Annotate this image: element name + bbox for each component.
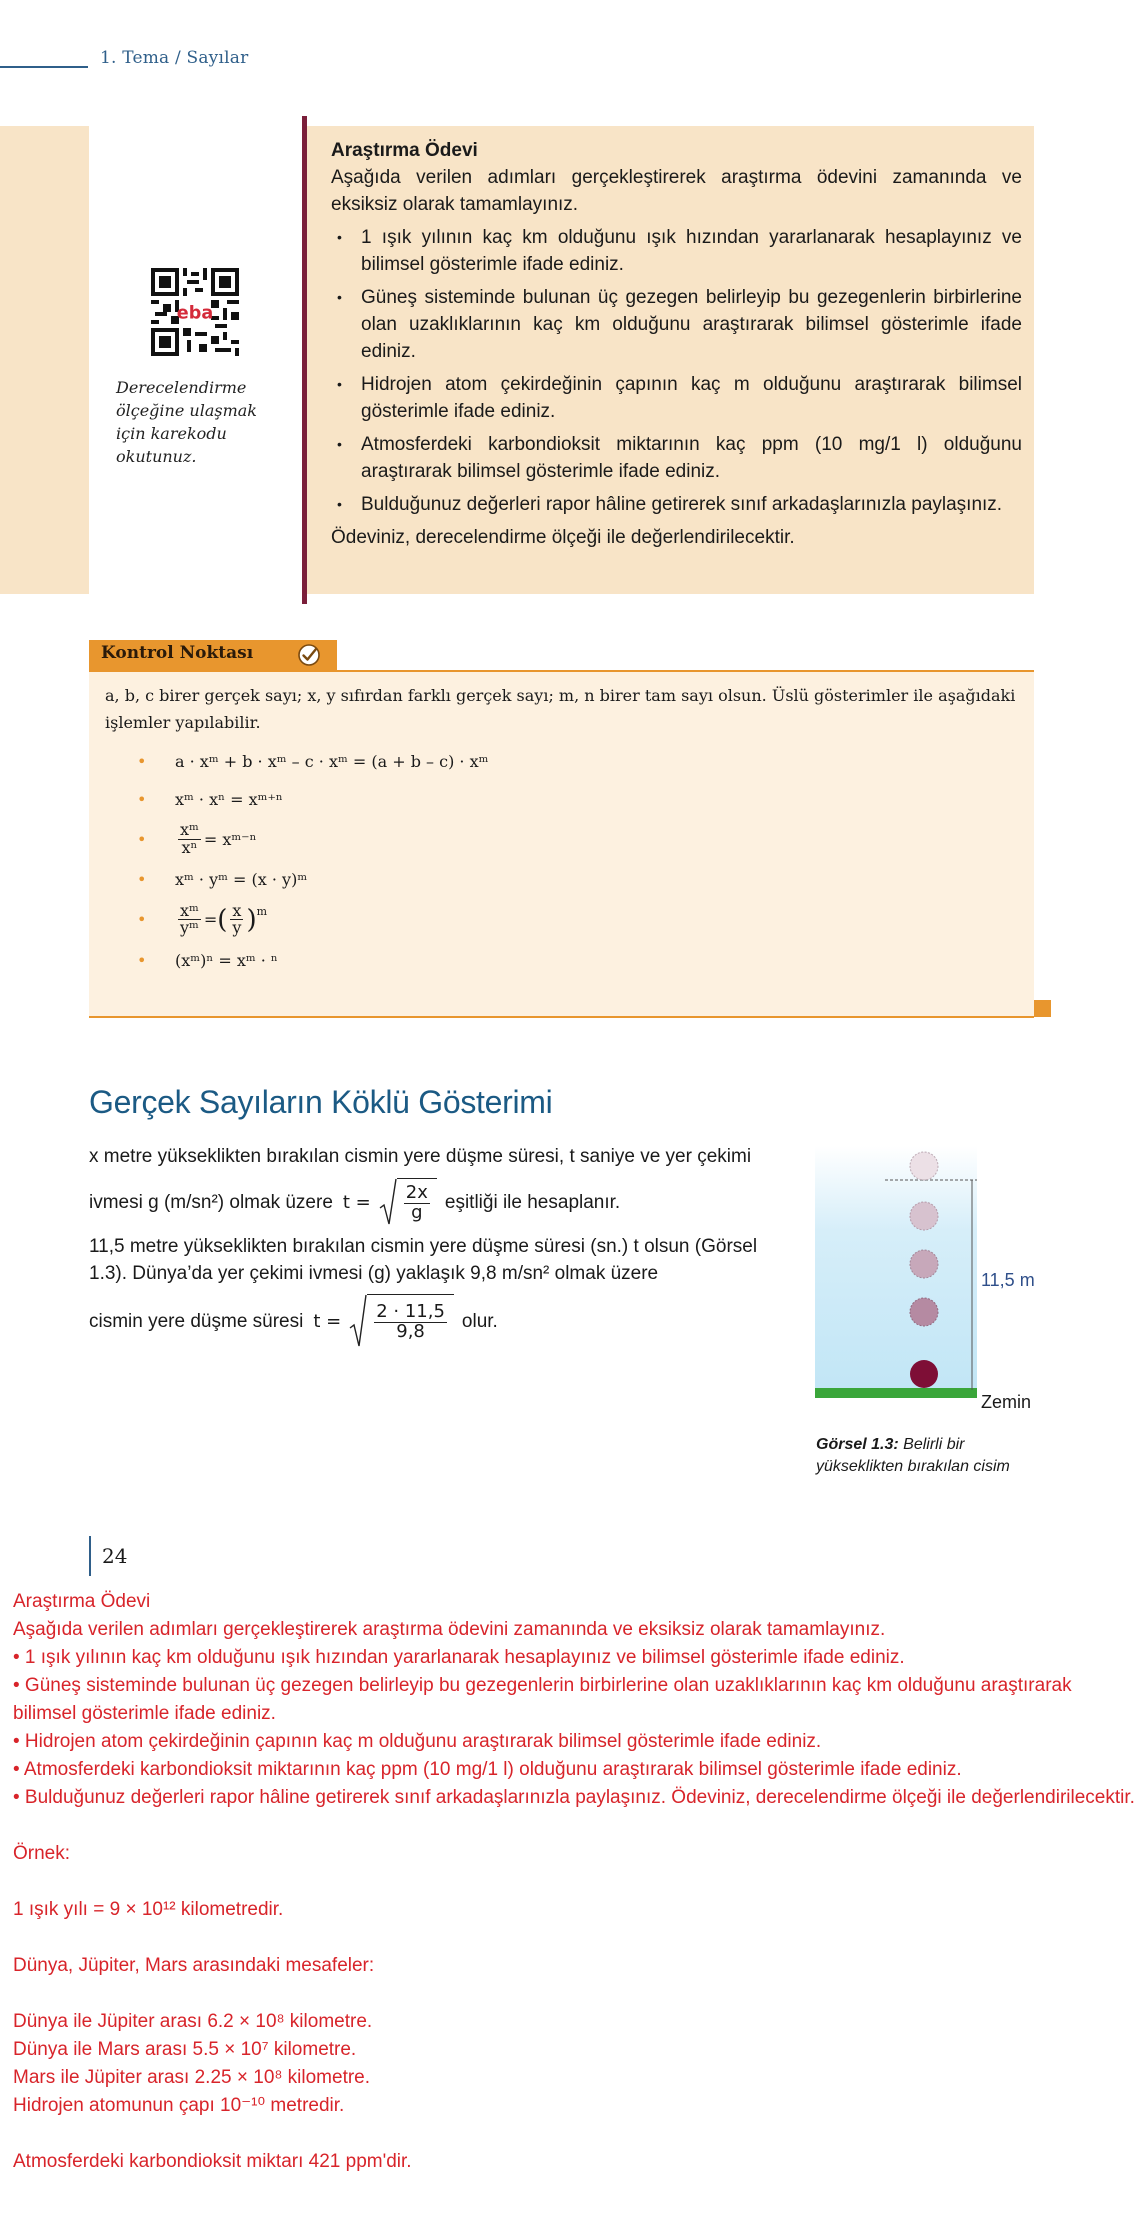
paragraph-text: cismin yere düşme süresi [89, 1310, 304, 1332]
text-line [13, 1980, 1138, 2008]
exponent-rule [105, 900, 1020, 938]
close-paren: ) [246, 904, 257, 935]
open-paren: ( [217, 904, 228, 935]
ground-strip [815, 1388, 977, 1398]
text-line: 1 ışık yılı = 9 × 10¹² kilometredir. [13, 1899, 284, 1920]
fraction-numerator: x [232, 900, 242, 920]
text-line [13, 1812, 1138, 1840]
text-line: Mars ile Jüpiter arası 2.25 × 10⁸ kilometre. [13, 2067, 371, 2088]
fraction-denominator: g [411, 1202, 423, 1223]
ground-label: Zemin [981, 1392, 1032, 1408]
page-number-rule [89, 1536, 91, 1576]
exponent: m [256, 904, 268, 918]
fraction-numerator: 2x [405, 1182, 428, 1204]
rule-text: = [203, 910, 218, 930]
formula-lhs: t = [313, 1310, 342, 1332]
radical-sign-icon [349, 1294, 367, 1348]
text-line: Aşağıda verilen adımları gerçekleştirerek araştırma ödevini zamanında ve eksiksiz olarak tamamlayınız. [13, 1619, 886, 1640]
rule-text: • xᵐ · xⁿ = xᵐ⁺ⁿ [175, 789, 283, 809]
fraction [230, 900, 243, 938]
fraction [404, 1184, 430, 1223]
ball-position [910, 1250, 938, 1278]
paragraph-text: eşitliği ile hesaplanır. [444, 1191, 621, 1213]
radicand [367, 1294, 454, 1348]
research-item: • Güneş sisteminde bulunan üç gezegen belirleyip bu gezegenlerin birbirlerine olan uzaklıklarının kaç km olduğunu araştırarak bilimsel gösterimle ifade ediniz. [331, 284, 1022, 365]
text-line: Atmosferdeki karbondioksit miktarı 421 ppm'dir. [13, 2151, 412, 2172]
fraction-numerator: • xᵐ [180, 820, 199, 839]
ball-position [910, 1298, 938, 1326]
text-line: Dünya ile Mars arası 5.5 × 10⁷ kilometre. [13, 2039, 357, 2060]
rule-text: = xᵐ⁻ⁿ [203, 829, 257, 849]
rule-text: • a · xᵐ + b · xᵐ – c · xᵐ = (a + b – c) · xᵐ [175, 751, 489, 771]
fraction-denominator: yᵐ [180, 918, 199, 938]
research-title: Araştırma Ödevi [331, 140, 478, 161]
control-point-tab [89, 640, 337, 670]
paragraph: x metre yükseklikten bırakılan cismin yere düşme süresi, t saniye ve yer çekimi [89, 1146, 752, 1167]
figure-caption [816, 1434, 1016, 1478]
section-title: Gerçek Sayıların Köklü Gösterimi [89, 1084, 553, 1120]
text-line: Örnek: [13, 1843, 71, 1864]
exponent-rule [105, 865, 1020, 895]
figure-caption-text: Belirli bir yükseklikten bırakılan cisim [816, 1436, 1010, 1475]
ball-final [910, 1360, 938, 1388]
eba-logo: eba [176, 303, 214, 324]
control-point-title: Kontrol Noktası [101, 643, 254, 663]
radical-sign-icon [379, 1178, 397, 1226]
research-outro: Ödeviniz, derecelendirme ölçeği ile değerlendirilecektir. [331, 527, 795, 548]
figure-caption-label: Görsel 1.3: [816, 1436, 899, 1453]
left-margin-panel [0, 126, 89, 594]
fraction-numerator: • xᵐ [180, 900, 199, 920]
research-intro: Aşağıda verilen adımları gerçekleştirerek araştırma ödevini zamanında ve eksiksiz olarak tamamlayınız. [331, 167, 1022, 215]
text-line: Araştırma Ödevi [13, 1591, 151, 1612]
square-root [379, 1178, 437, 1226]
radicand [397, 1178, 437, 1226]
fraction-denominator: 9,8 [396, 1321, 425, 1342]
qr-code-pattern [151, 268, 239, 356]
ball-position [910, 1202, 938, 1230]
exponent-rules-list [105, 746, 1020, 975]
qr-code[interactable] [151, 268, 239, 356]
fraction [374, 1303, 447, 1342]
text-line: Dünya ile Jüpiter arası 6.2 × 10⁸ kilometre. [13, 2011, 373, 2032]
paragraph-text: olur. [461, 1310, 498, 1332]
research-list [331, 224, 1022, 518]
check-circle-icon [297, 643, 321, 667]
formula-lhs: t = [342, 1191, 371, 1213]
corner-marker [1034, 1000, 1051, 1017]
control-point-box [89, 670, 1034, 1018]
research-item: • 1 ışık yılının kaç km olduğunu ışık hızından yararlanarak hesaplayınız ve bilimsel gösterimle ifade ediniz. [331, 224, 1022, 278]
header-rule [0, 66, 88, 68]
sky-background [815, 1146, 977, 1388]
paragraph: 11,5 metre yükseklikten bırakılan cismin yere düşme süresi (sn.) t olsun (Görsel 1.3). Dünya’da yer çekimi ivmesi (g) yaklaşık 9,8 m/sn² olmak üzere [89, 1236, 758, 1284]
exponent-rule [105, 822, 1020, 857]
fraction-denominator: xⁿ [181, 837, 198, 857]
research-item: • Hidrojen atom çekirdeğinin çapının kaç m olduğunu araştırarak bilimsel gösterimle ifade ediniz. [331, 371, 1022, 425]
research-item: • Atmosferdeki karbondioksit miktarının kaç ppm (10 mg/1 l) olduğunu araştırarak bilimsel gösterimle ifade ediniz. [331, 431, 1022, 485]
text-line [13, 2120, 1138, 2148]
text-line [13, 1924, 1138, 1952]
research-item: • Bulduğunuz değerleri rapor hâline getirerek sınıf arkadaşlarınızla paylaşınız. [331, 491, 1022, 518]
text-line: Dünya, Jüpiter, Mars arasındaki mesafeler: [13, 1955, 375, 1976]
fraction-denominator: y [232, 918, 242, 938]
fraction-numerator: 2 · 11,5 [376, 1301, 445, 1323]
research-assignment-box [307, 126, 1034, 594]
extracted-text-block [13, 1588, 1138, 2176]
qr-caption: Derecelendirme ölçeğine ulaşmak için karekodu okutunuz. [116, 378, 257, 466]
text-line: • Hidrojen atom çekirdeğinin çapının kaç m olduğunu araştırarak bilimsel gösterimle ifade ediniz. [13, 1731, 822, 1752]
height-label: 11,5 m [981, 1270, 1035, 1290]
formula-paragraph [89, 1178, 795, 1226]
chapter-header: 1. Tema / Sayılar [100, 48, 249, 68]
text-line: • Güneş sisteminde bulunan üç gezegen belirleyip bu gezegenlerin birbirlerine olan uzaklıklarının kaç km olduğunu araştırarak bilimsel gösterimle ifade ediniz. [13, 1675, 1077, 1724]
control-point-intro: a, b, c birer gerçek sayı; x, y sıfırdan farklı gerçek sayı; m, n birer tam sayı olsun. Üslü gösterimler ile aşağıdaki işlemler yapılabilir. [105, 686, 1016, 732]
text-line: • Atmosferdeki karbondioksit miktarının kaç ppm (10 mg/1 l) olduğunu araştırarak bilimsel gösterimle ifade ediniz. [13, 1759, 962, 1780]
ball-position [910, 1152, 938, 1180]
text-line: • 1 ışık yılının kaç km olduğunu ışık hızından yararlanarak hesaplayınız ve bilimsel gösterimle ifade ediniz. [13, 1647, 905, 1668]
paragraph-text: ivmesi g (m/sn²) olmak üzere [89, 1191, 333, 1213]
rule-text: • xᵐ · yᵐ = (x · y)ᵐ [175, 870, 308, 890]
falling-object-figure [815, 1146, 1039, 1408]
formula-paragraph [89, 1292, 795, 1350]
exponent-rule [105, 784, 1020, 814]
text-line [13, 1868, 1138, 1896]
rule-text: • (xᵐ)ⁿ = xᵐ · ⁿ [175, 950, 278, 970]
fraction [178, 822, 201, 857]
text-line: Hidrojen atomunun çapı 10⁻¹⁰ metredir. [13, 2095, 345, 2116]
fraction [178, 900, 201, 938]
exponent-rule [105, 746, 1020, 776]
exponent-rule [105, 945, 1020, 975]
page-number: 24 [102, 1544, 128, 1568]
text-line: • Bulduğunuz değerleri rapor hâline getirerek sınıf arkadaşlarınızla paylaşınız. Ödeviniz, derecelendirme ölçeği ile değerlendirilecektir. [13, 1787, 1135, 1808]
square-root [349, 1294, 454, 1348]
